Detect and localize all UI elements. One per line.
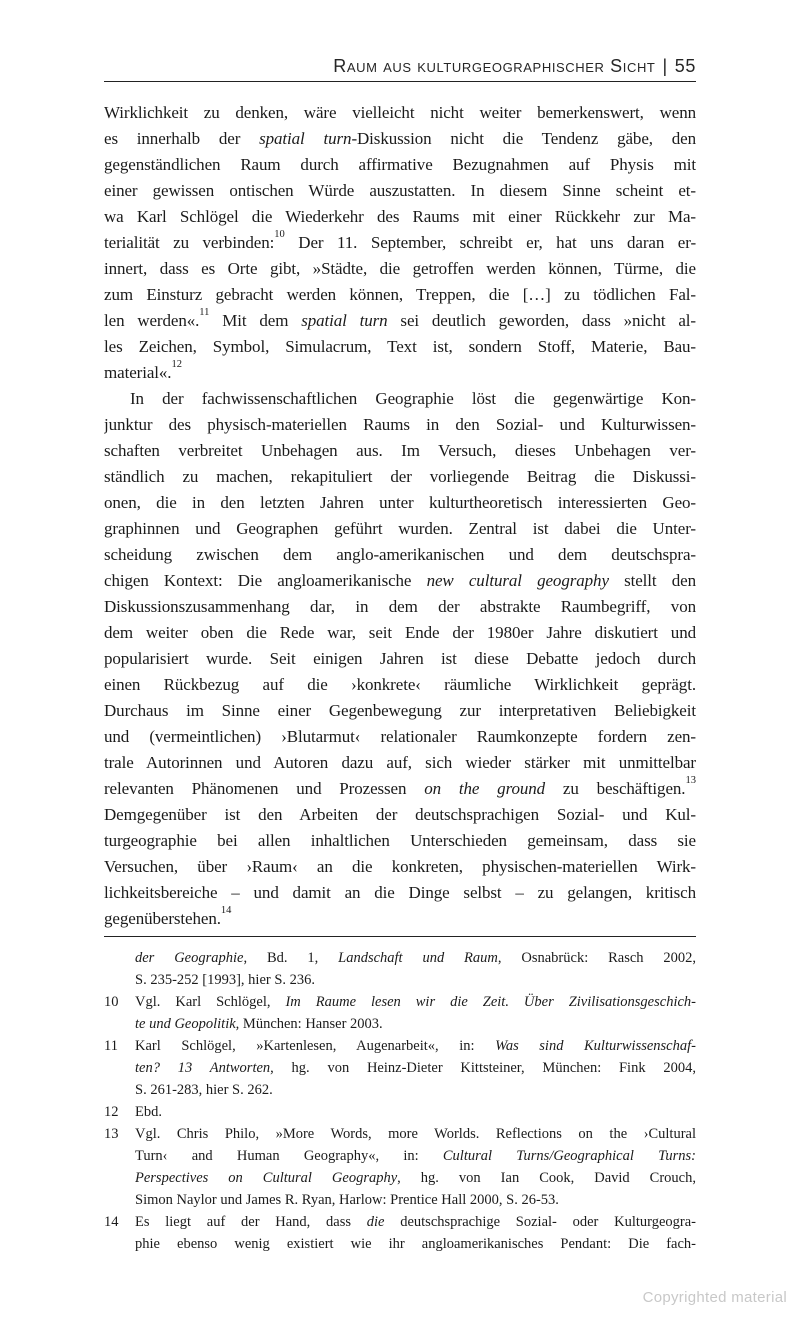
footnote-line: S. 261-283, hier S. 262.: [135, 1082, 273, 1098]
body-text-line: gegenständlichen Raum durch affirmative Bezugnahmen auf Physis mit: [104, 155, 696, 174]
footnote-item: [104, 1211, 696, 1255]
footnote-number: 10: [104, 994, 119, 1010]
body-text-line: les Zeichen, Symbol, Simulacrum, Text ist, sondern Stoff, Materie, Bau-: [104, 337, 696, 356]
footnote-line: Turn‹ and Human Geography«, in: Cultural Turns/Geographical Turns:: [135, 1148, 696, 1164]
body-text-line: onen, die in den letzten Jahren unter kulturtheoretisch interessierten Geo-: [104, 493, 696, 512]
footnote-item: [104, 1123, 696, 1211]
body-text-line: Diskussionszusammenhang dar, in dem der abstrakte Raumbegriff, von: [104, 597, 696, 616]
body-text-line: turgeographie bei allen inhaltlichen Unterschieden gemeinsam, dass sie: [104, 831, 696, 850]
footnote-line: Ebd.: [135, 1104, 162, 1120]
footnote-line: Vgl. Chris Philo, »More Words, more Worlds. Reflections on the ›Cultural: [135, 1126, 696, 1142]
footnote-item: [104, 991, 696, 1035]
footnote-item: [104, 1101, 696, 1123]
body-text-line: In der fachwissenschaftlichen Geographie löst die gegenwärtige Kon-: [130, 389, 696, 408]
running-header-text: [104, 56, 696, 77]
footnote-text: [135, 1035, 696, 1101]
running-header: [104, 56, 696, 82]
body-text-line: material«.$^{12}$: [104, 360, 182, 382]
body-text-line: Versuchen, über ›Raum‹ an die konkreten, physischen-materiellen Wirk-: [104, 857, 696, 876]
body-text-line: popularisiert wurde. Seit einigen Jahren ist diese Debatte jedoch durch: [104, 649, 696, 668]
body-text-line: ständlich zu machen, rekapituliert der vorliegende Beitrag die Diskussi-: [104, 467, 696, 486]
body-text-line: scheidung zwischen dem anglo-amerikanischen und dem deutschspra-: [104, 545, 696, 564]
body-text: [104, 100, 696, 932]
footnote-text: [135, 991, 696, 1035]
body-text-line: es innerhalb der spatial turn-Diskussion nicht die Tendenz gäbe, den: [104, 129, 696, 148]
body-text-line: Demgegenüber ist den Arbeiten der deutschsprachigen Sozial- und Kul-: [104, 805, 696, 824]
body-text-line: einer gewissen ontischen Würde auszustatten. In diesem Sinne scheint et-: [104, 181, 696, 200]
footnote-text: [135, 947, 696, 991]
footnote-line: S. 235-252 [1993], hier S. 236.: [135, 972, 316, 988]
footnote-number: 13: [104, 1126, 119, 1142]
footnote-line: der Geographie, Bd. 1, Landschaft und Raum, Osnabrück: Rasch 2002,: [135, 950, 696, 966]
body-text-line: Durchaus im Sinne einer Gegenbewegung zur interpretativen Beliebigkeit: [104, 701, 696, 720]
footnote-line: phie ebenso wenig existiert wie ihr angloamerikanisches Pendant: Die fach-: [135, 1236, 696, 1252]
footnote-number: 14: [104, 1214, 119, 1230]
footnote-rule: [104, 936, 696, 937]
body-text-line: lichkeitsbereiche – und damit an die Dinge selbst – zu gelangen, kritisch: [104, 883, 696, 902]
body-text-line: trale Autorinnen und Autoren dazu auf, sich wieder stärker mit unmittelbar: [104, 753, 696, 772]
body-text-line: einen Rückbezug auf die ›konkrete‹ räumliche Wirklichkeit geprägt.: [104, 675, 696, 694]
footnote-line: ten? 13 Antworten, hg. von Heinz-Dieter Kittsteiner, München: Fink 2004,: [135, 1060, 696, 1076]
body-text-line: innert, dass es Orte gibt, »Städte, die getroffen werden können, Türme, die: [104, 259, 696, 278]
footnote-line: Simon Naylor und James R. Ryan, Harlow: Prentice Hall 2000, S. 26-53.: [135, 1192, 559, 1208]
body-text-line: chigen Kontext: Die angloamerikanische new cultural geography stellt den: [104, 571, 696, 590]
footnote-item: [104, 947, 696, 991]
footnote-item: [104, 1035, 696, 1101]
footnote-line: Karl Schlögel, »Kartenlesen, Augenarbeit«, in: Was sind Kulturwissenschaf-: [135, 1038, 696, 1054]
body-text-line: terialität zu verbinden:$^{10}$ Der 11. September, schreibt er, hat uns daran er-: [104, 230, 696, 252]
body-text-line: relevanten Phänomenen und Prozessen on the ground zu beschäftigen.$^{13}$: [104, 776, 696, 798]
footnote-line: te und Geopolitik, München: Hanser 2003.: [135, 1016, 383, 1032]
footnote-text: [135, 1101, 696, 1123]
body-text-line: Wirklichkeit zu denken, wäre vielleicht nicht weiter bemerkenswert, wenn: [104, 103, 696, 122]
copyright-watermark: Copyrighted material: [642, 1289, 787, 1306]
footnote-number: [104, 947, 135, 991]
footnote-line: Es liegt auf der Hand, dass die deutschsprachige Sozial- oder Kulturgeogra-: [135, 1214, 696, 1230]
page-number: 55: [674, 56, 696, 76]
footnotes-section: [104, 947, 696, 1255]
body-text-line: schaften verbreitet Unbehagen aus. Im Versuch, dieses Unbehagen ver-: [104, 441, 696, 460]
body-text-line: len werden«.$^{11}$ Mit dem spatial turn sei deutlich geworden, dass »nicht al-: [104, 308, 696, 330]
body-text-line: und (vermeintlichen) ›Blutarmut‹ relationaler Raumkonzepte fordern zen-: [104, 727, 696, 746]
footnote-number: 11: [104, 1038, 118, 1054]
header-rule: [104, 81, 696, 82]
footnote-text: [135, 1123, 696, 1211]
body-text-line: gegenüberstehen.$^{14}$: [104, 906, 232, 928]
body-text-line: wa Karl Schlögel die Wiederkehr des Raums mit einer Rückkehr zur Ma-: [104, 207, 696, 226]
body-text-line: junktur des physisch-materiellen Raums in den Sozial- und Kulturwissen-: [104, 415, 696, 434]
footnote-number: 12: [104, 1104, 119, 1120]
body-text-line: graphinnen und Geographen geführt wurden. Zentral ist dabei die Unter-: [104, 519, 696, 538]
body-text-line: zum Einsturz gebracht werden können, Treppen, die […] zu tödlichen Fal-: [104, 285, 696, 304]
header-divider: |: [662, 56, 668, 76]
chapter-title: Raum aus kulturgeographischer Sicht: [333, 56, 656, 76]
footnote-line: Vgl. Karl Schlögel, Im Raume lesen wir die Zeit. Über Zivilisationsgeschich-: [135, 994, 696, 1010]
footnote-line: Perspectives on Cultural Geography, hg. von Ian Cook, David Crouch,: [135, 1170, 696, 1186]
body-text-line: dem weiter oben die Rede war, seit Ende der 1980er Jahre diskutiert und: [104, 623, 696, 642]
footnote-text: [135, 1211, 696, 1255]
